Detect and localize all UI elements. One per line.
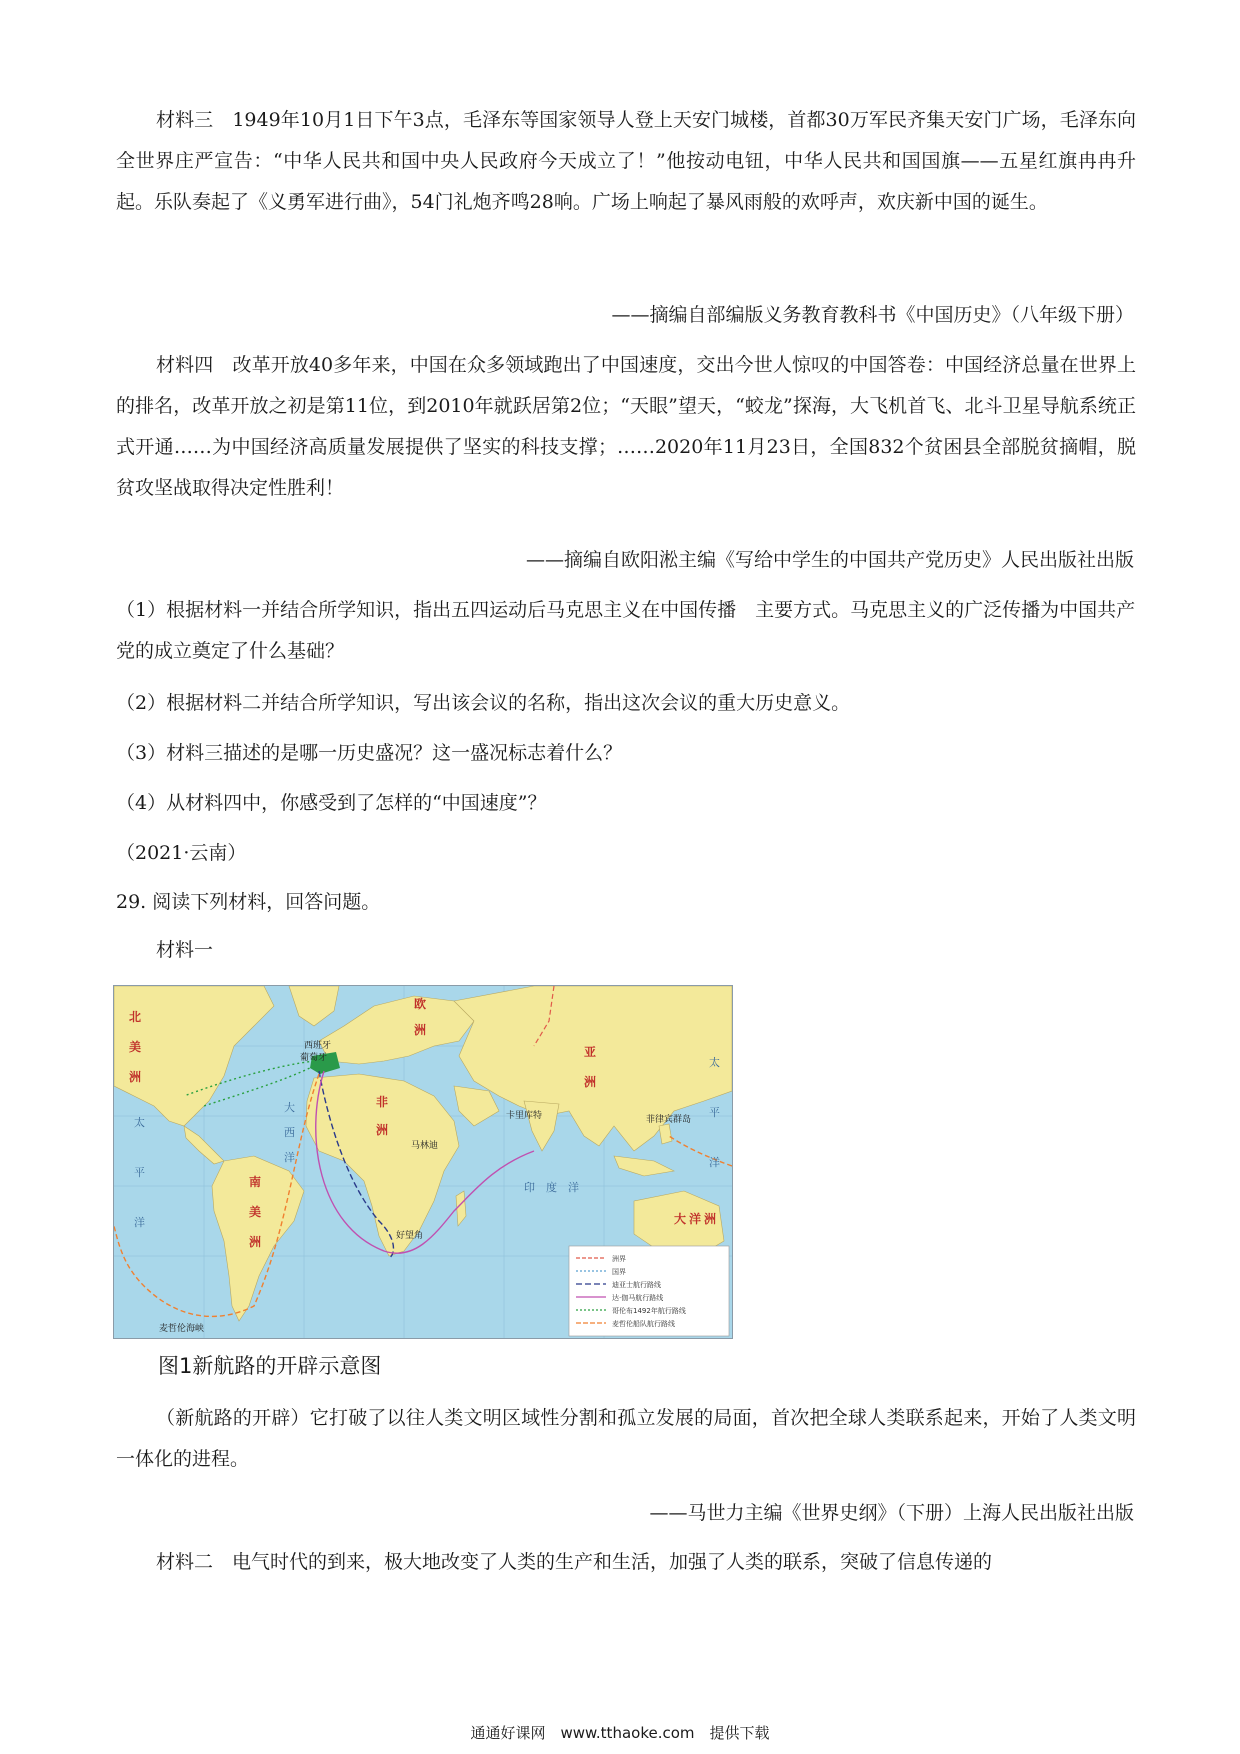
greenland-landmass <box>289 986 339 1026</box>
map-label-malindi: 马林迪 <box>411 1141 439 1151</box>
continent-char-sa-1: 南 <box>249 1175 262 1189</box>
southeast-asia-islands <box>614 1156 674 1176</box>
continent-char-sa-2: 美 <box>249 1205 262 1219</box>
ocean-char-pac-r-1: 太 <box>709 1056 720 1069</box>
map-label-cape: 好望角 <box>396 1231 424 1241</box>
material-1-label: 材料一 <box>156 939 214 961</box>
material-2-text: 材料二 电气时代的到来，极大地改变了人类的生产和生活，加强了人类的联系，突破了信息传递的 <box>156 1551 993 1573</box>
legend-label-dias: 迪亚士航行路线 <box>612 1281 661 1289</box>
map-label-magellan-strait: 麦哲伦海峡 <box>159 1324 205 1334</box>
new-routes-map <box>113 985 733 1339</box>
madagascar-landmass <box>456 1191 466 1226</box>
continent-char-na-2: 美 <box>129 1040 142 1054</box>
legend-label-da-gama: 达·伽马航行路线 <box>612 1294 664 1302</box>
continent-char-sa-3: 洲 <box>249 1235 262 1249</box>
question-1: （1）根据材料一并结合所学知识，指出五四运动后马克思主义在中国传播 主要方式。马克思主义的广泛传播为中国共产党的成立奠定了什么基础？ <box>116 599 1136 662</box>
map-label-calicut: 卡里库特 <box>506 1111 543 1121</box>
continent-char-oc-1: 大 <box>674 1212 687 1226</box>
map-label-spain: 葡萄牙 <box>300 1053 328 1063</box>
map-svg <box>114 986 732 1338</box>
problem-29-title: 29. 阅读下列材料，回答问题。 <box>116 891 381 913</box>
ocean-char-pac-l-1: 太 <box>134 1116 145 1129</box>
map-label-portugal: 西班牙 <box>304 1041 332 1051</box>
ocean-char-ind-2: 度 <box>546 1181 557 1194</box>
page-footer: 通通好课网 www.tthaoke.com 提供下载 <box>470 1724 770 1742</box>
continent-char-na-3: 洲 <box>129 1070 142 1084</box>
ocean-char-ind-1: 印 <box>524 1181 535 1194</box>
europe-landmass <box>319 996 474 1064</box>
question-2: （2）根据材料二并结合所学知识，写出该会议的名称，指出这次会议的重大历史意义。 <box>116 692 851 714</box>
ocean-char-pac-l-3: 洋 <box>134 1216 145 1229</box>
asia-landmass <box>454 986 732 1151</box>
question-4: （4）从材料四中，你感受到了怎样的“中国速度”？ <box>116 792 547 814</box>
legend-label-magellan: 麦哲伦船队航行路线 <box>612 1320 675 1328</box>
new-routes-quote-source: ——马世力主编《世界史纲》（下册）上海人民出版社出版 <box>649 1502 1134 1524</box>
ocean-char-atl-3: 洋 <box>284 1151 295 1164</box>
ocean-char-ind-3: 洋 <box>568 1181 579 1194</box>
north-america-landmass <box>114 986 274 1126</box>
legend-label-columbus: 哥伦布1492年航行路线 <box>612 1307 686 1315</box>
continent-char-na-1: 北 <box>129 1010 142 1024</box>
philippines-islands <box>659 1124 672 1144</box>
continent-char-oc-2: 洋 <box>689 1212 702 1226</box>
ocean-char-atl-1: 大 <box>284 1101 295 1114</box>
india-landmass <box>524 1101 559 1151</box>
question-3: （3）材料三描述的是哪一历史盛况？这一盛况标志着什么？ <box>116 742 623 764</box>
ocean-char-pac-r-3: 洋 <box>709 1156 720 1169</box>
continent-char-eu-2: 洲 <box>414 1023 427 1037</box>
ocean-char-atl-2: 西 <box>284 1126 295 1139</box>
continent-char-as-2: 洲 <box>584 1075 597 1089</box>
continent-char-as-1: 亚 <box>584 1045 597 1059</box>
continent-char-oc-3: 洲 <box>704 1212 717 1226</box>
material-4-source: ——摘编自欧阳淞主编《写给中学生的中国共产党历史》人民出版社出版 <box>525 549 1134 571</box>
ocean-char-pac-l-2: 平 <box>134 1166 145 1179</box>
new-routes-quote: （新航路的开辟）它打破了以往人类文明区域性分割和孤立发展的局面，首次把全球人类联系起来，开始了人类文明一体化的进程。 <box>116 1407 1136 1470</box>
map-label-philippines: 菲律宾群岛 <box>646 1115 692 1125</box>
continent-char-af-2: 洲 <box>376 1123 389 1137</box>
legend-label-border: 洲界 <box>612 1255 626 1263</box>
continent-char-eu-1: 欧 <box>414 997 427 1011</box>
figure-caption: 图1新航路的开辟示意图 <box>158 1354 382 1378</box>
continent-char-af-1: 非 <box>376 1095 389 1109</box>
material-3-source: ——摘编自部编版义务教育教科书《中国历史》（八年级下册） <box>611 304 1134 326</box>
ocean-char-pac-r-2: 平 <box>709 1106 720 1119</box>
map-legend <box>569 1246 729 1336</box>
material-4-text: 材料四 改革开放40多年来，中国在众多领域跑出了中国速度，交出今世人惊叹的中国答卷：中国经济总量在世界上的排名，改革开放之初是第11位，到2010年就跃居第2位；“天眼”望天，“蛟龙”探海，大飞机首飞、北斗卫星导航系统正式开通……为中国经济高质量发展提供了坚实的科技支撑；……2020年11月23日，全国832个贫困县全部脱贫摘帽，脱贫攻坚战取得决定性胜利！ <box>116 354 1136 499</box>
legend-label-national: 国界 <box>612 1268 626 1276</box>
material-3-text: 材料三 1949年10月1日下午3点，毛泽东等国家领导人登上天安门城楼，首都30万军民齐集天安门广场，毛泽东向全世界庄严宣告：“中华人民共和国中央人民政府今天成立了！”他按动电钮，中华人民共和国国旗——五星红旗冉冉升起。乐队奏起了《义勇军进行曲》，54门礼炮齐鸣28响。广场上响起了暴风雨般的欢呼声，欢庆新中国的诞生。 <box>116 109 1136 213</box>
exam-source: （2021·云南） <box>116 842 247 864</box>
